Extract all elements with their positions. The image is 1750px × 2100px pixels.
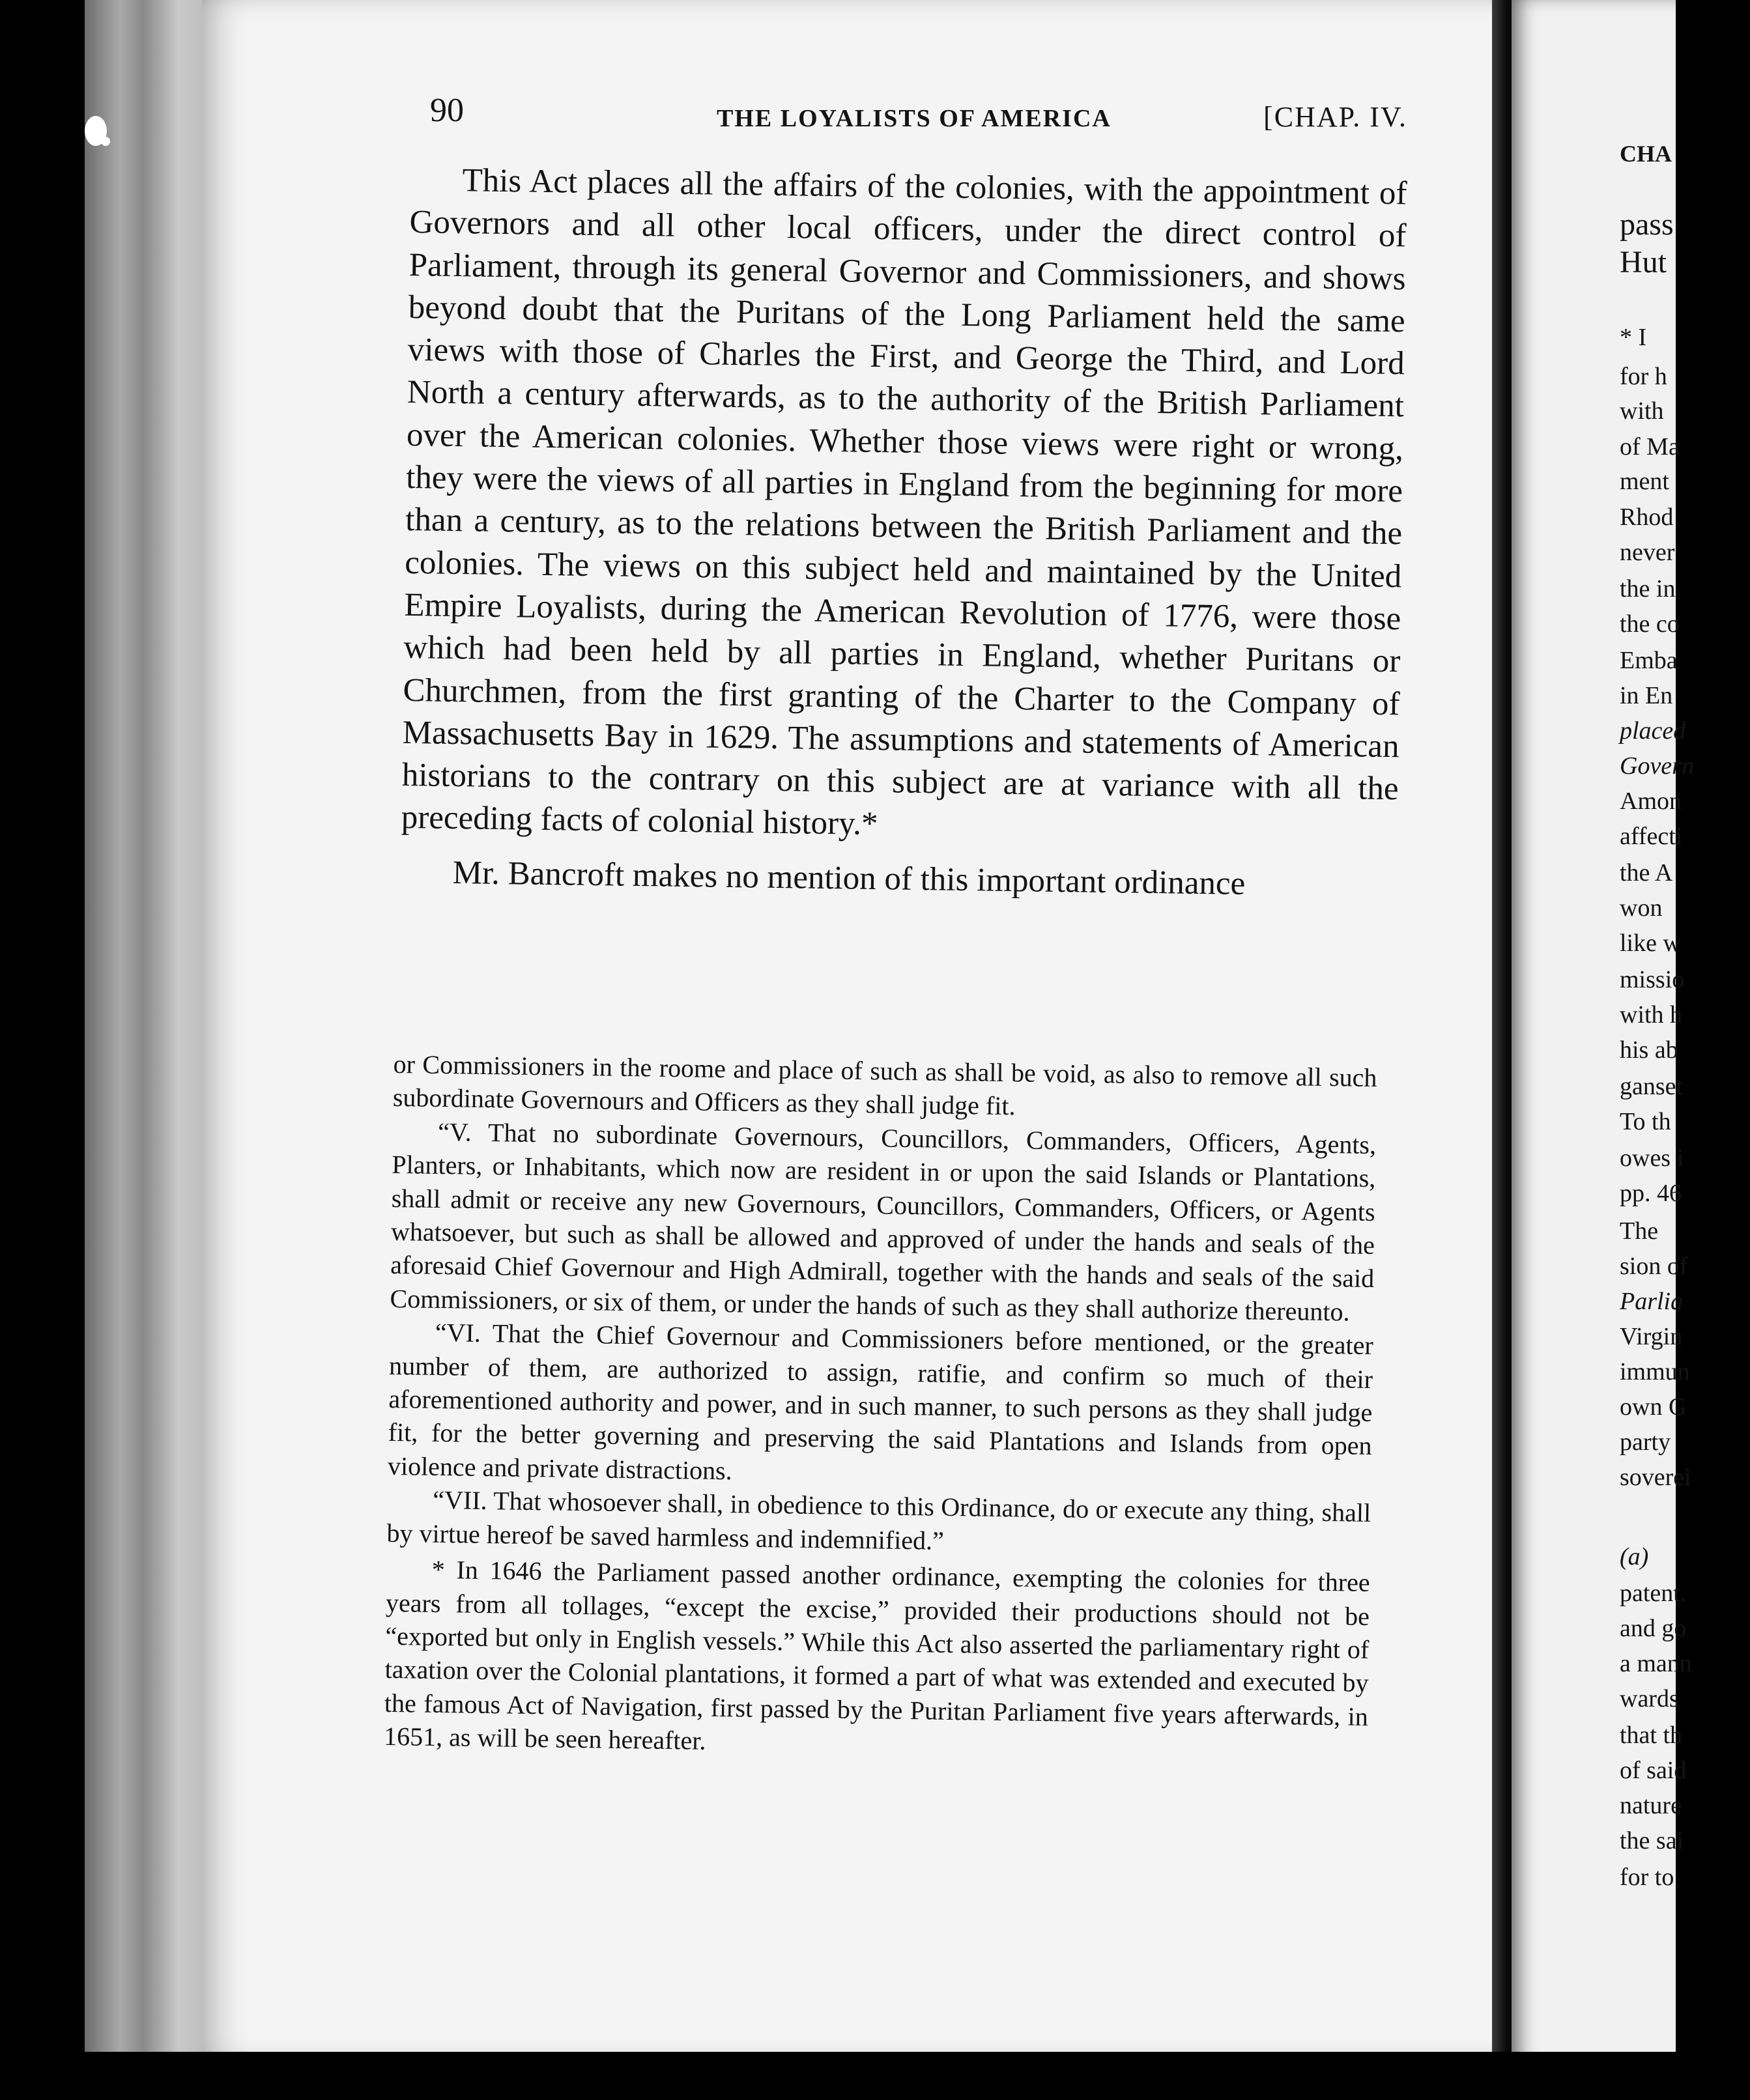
right-fragment: Amon: [1620, 788, 1682, 815]
right-fragment: wards: [1620, 1685, 1679, 1712]
right-fragment: with h: [1620, 1001, 1683, 1029]
right-fragment: ment: [1620, 468, 1669, 495]
footnote-star: * In 1646 the Parliament passed another ordinance, exempting the colonies for three years from all tollages, “except the excise,” provided their productions should not be “exported but only in English vessels.” While this Act also asserted the parliamentary right of taxation over the Colonial plantations, it formed a part of what was extended and executed by the famous Act of Navigation, first passed by the Puritan Parliament five years afterwards, in 1651, as will be seen hereafter.: [383, 1554, 1370, 1755]
right-fragment: patent.: [1620, 1580, 1687, 1607]
right-fragment: owes i: [1620, 1144, 1684, 1172]
right-fragment: a mann: [1620, 1650, 1692, 1677]
right-fragment: party: [1620, 1428, 1671, 1456]
footnotes: [384, 1047, 1377, 1767]
right-fragment: for h: [1620, 363, 1667, 390]
right-fragment: won: [1620, 894, 1663, 922]
right-fragment: To th: [1620, 1108, 1671, 1135]
right-fragment: Emba: [1620, 647, 1678, 674]
right-fragment: in En: [1620, 682, 1673, 709]
right-fragment: of said: [1620, 1757, 1687, 1784]
right-fragment: that th: [1620, 1722, 1683, 1749]
right-fragment: CHA: [1620, 141, 1672, 167]
right-fragment: ganset: [1620, 1073, 1684, 1100]
right-fragment: pass: [1620, 207, 1674, 242]
right-fragment: immun: [1620, 1358, 1690, 1385]
right-fragment: the sai: [1620, 1827, 1684, 1854]
page-header: [430, 91, 1407, 143]
footnote-clause: “V. That no subordinate Governours, Councillors, Commanders, Officers, Agents, Planters, or Inhabitants, which now are resident in or upon the said Islands or Plantations, shall admit or receive any new Governours, Councillors, Commanders, Officers, or Agents whatsoever, but such as shall be allowed and approved of under the hands and seals of the aforesaid Chief Governour and High Admirall, together with the hands and seals of the said Commissioners, or six of them, or under the hands of such as they shall authorize thereunto.: [390, 1116, 1377, 1327]
right-fragment: own G: [1620, 1393, 1687, 1421]
body-paragraph: Mr. Bancroft makes no mention of this important ordinance: [452, 854, 1246, 902]
right-fragment: nature: [1620, 1792, 1682, 1819]
footnote-clause: “VII. That whosoever shall, in obedience to this Ordinance, do or execute any thing, shall by virtue hereof be saved harmless and indemnified.”: [386, 1485, 1371, 1555]
right-fragment: for to: [1620, 1864, 1674, 1891]
right-fragment: never: [1620, 539, 1675, 566]
scan-blot: [101, 137, 110, 146]
right-fragment: sion of: [1620, 1253, 1688, 1280]
right-fragment: soverei: [1620, 1464, 1691, 1491]
running-title: THE LOYALISTS OF AMERICA: [717, 105, 1112, 132]
right-fragment: his ab: [1620, 1036, 1678, 1064]
right-fragment: placed: [1620, 717, 1686, 745]
page-number: 90: [430, 92, 464, 129]
chapter-label: [CHAP. IV.: [1263, 101, 1407, 133]
right-fragment: with: [1620, 397, 1664, 425]
right-fragment: pp. 46: [1620, 1180, 1682, 1207]
right-fragment: (a): [1620, 1543, 1649, 1570]
right-fragment: and go: [1620, 1615, 1687, 1642]
footnote-clause: “VI. That the Chief Governour and Commissioners before mentioned, or the greater number of them, are authorized to assign, ratifie, and confirm so much of their aforementioned authority and power, and in such manner, to such persons as they shall judge fit, for the better governing and preserving the said Plantations and Islands from open violence and private distractions.: [387, 1318, 1374, 1486]
right-fragment: affecti: [1620, 823, 1683, 850]
body-paragraph: This Act places all the affairs of the colonies, with the appointment of Governors and all other local officers, under the direct control of Parliament, through its general Governor and Commissioners, and shows beyond doubt that the Puritans of the Long Parliament held the same views with those of Charles the First, and George the Third, and Lord North a century afterwards, as to the authority of the British Parliament over the American colonies. Whether those views were right or wrong, they were the views of all parties in England from the beginning for more than a century, as to the relations between the British Parliament and the colonies. The views on this subject held and maintained by the United Empire Loyalists, during the American Revolution of 1776, were those which had been held by all parties in England, whether Puritans or Churchmen, from the first granting of the Charter to the Company of Massachusetts Bay in 1629. The assumptions and statements of American historians to the contrary on this subject are at variance with all the preceding facts of colonial history.*: [401, 162, 1407, 843]
right-fragment: Parlia: [1620, 1288, 1684, 1315]
right-fragment: * I: [1620, 324, 1647, 351]
right-fragment: the co: [1620, 610, 1680, 638]
right-fragment: Rhod: [1620, 504, 1674, 531]
right-fragment: Virgin: [1620, 1323, 1683, 1350]
right-fragment: of Ma: [1620, 433, 1680, 461]
footnote-continuation: or Commissioners in the roome and place of such as shall be void, as also to remove all such subordinate Governours and Officers as they shall judge fit.: [392, 1049, 1377, 1121]
main-text: [400, 159, 1407, 907]
right-fragment: like w: [1620, 929, 1681, 957]
right-fragment: missio: [1620, 966, 1685, 993]
right-fragment: The: [1620, 1217, 1659, 1245]
right-fragment: the in: [1620, 575, 1676, 603]
right-fragment: Hut: [1620, 245, 1667, 279]
right-fragment: Govern: [1620, 752, 1694, 780]
scan-border-bottom: [0, 2052, 1676, 2100]
right-fragment: the A: [1620, 859, 1673, 887]
